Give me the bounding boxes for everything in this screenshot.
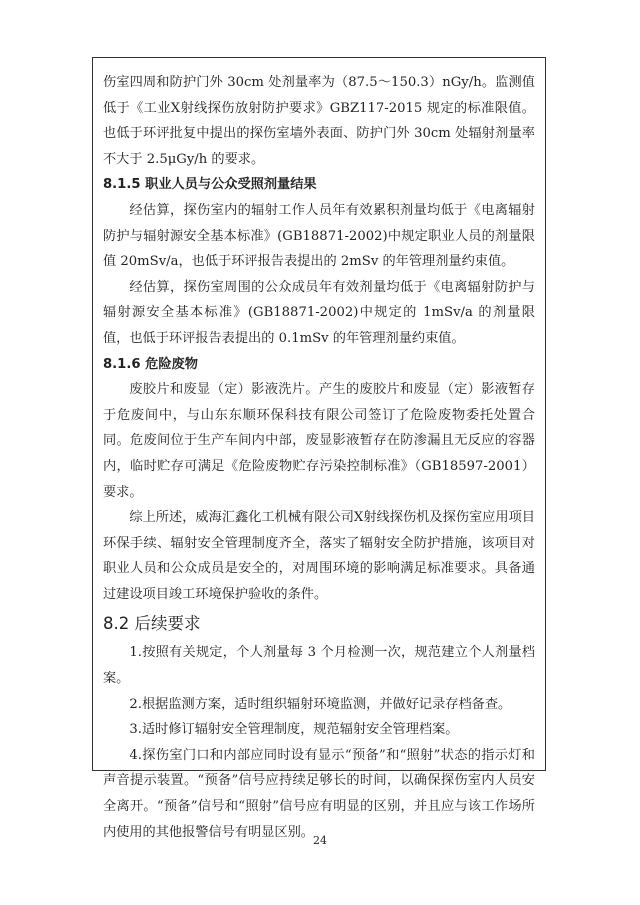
requirement-item-4: 4.探伤室门口和内部应同时设有显示“预备”和“照射”状态的指示灯和声音提示装置。“预备”信号应持续足够长的时间，以确保探伤室内人员安全离开。“预备”信号和“照射”信号应有明显的区别，并且应与该工作场所内使用的其他报警信号有明显区别。 bbox=[103, 747, 535, 840]
public-dose-paragraph: 经估算，探伤室周围的公众成员年有效剂量均低于《电离辐射防护与辐射源安全基本标准》(GB18871-2002)中规定的 1mSv/a 的剂量限值，也低于环评报告表提出的 0.1mSv 的年管理剂量约束值。 bbox=[103, 279, 535, 346]
page-number: 24 bbox=[313, 834, 327, 847]
section-8-1-5-heading: 8.1.5 职业人员与公众受照剂量结果 bbox=[103, 177, 317, 193]
section-8-2-heading: 8.2 后续要求 bbox=[103, 614, 201, 634]
intro-paragraph: 伤室四周和防护门外 30cm 处剂量率为（87.5～150.3）nGy/h。监测值低于《工业X射线探伤放射防护要求》GBZ117-2015 规定的标准限值。也低于环评批复中提出的探伤室墙外表面、防护门外 30cm 处辐射剂量率不大于 2.5μGy/h 的要求。 bbox=[103, 75, 535, 167]
requirement-item-1: 1.按照有关规定，个人剂量每 3 个月检测一次，规范建立个人剂量档案。 bbox=[103, 645, 535, 687]
conclusion-paragraph: 综上所述，威海汇鑫化工机械有限公司X射线探伤机及探伤室应用项目环保手续、辐射安全管理制度齐全，落实了辐射安全防护措施，该项目对职业人员和公众成员是安全的，对周围环境的影响满足标准要求。具备通过建设项目竣工环境保护验收的条件。 bbox=[103, 510, 535, 602]
requirement-item-3: 3.适时修订辐射安全管理制度，规范辐射安全管理档案。 bbox=[129, 722, 459, 738]
hazardous-waste-paragraph: 废胶片和废显（定）影液洗片。产生的废胶片和废显（定）影液暂存于危废间中，与山东东顺环保科技有限公司签订了危险废物委托处置合同。危废间位于生产车间内中部，废显影液暂存在防渗漏且无反应的容器内，临时贮存可满足《危险废物贮存污染控制标准》（GB18597-2001）要求。 bbox=[103, 382, 535, 500]
occupational-dose-paragraph: 经估算，探伤室内的辐射工作人员年有效累积剂量均低于《电离辐射防护与辐射源安全基本标准》(GB18871-2002)中规定职业人员的剂量限值 20mSv/a，也低于环评报告表提出的 2mSv 的年管理剂量约束值。 bbox=[103, 202, 535, 270]
content-frame bbox=[92, 57, 546, 840]
section-8-1-6-heading: 8.1.6 危险废物 bbox=[103, 356, 198, 372]
requirement-item-2: 2.根据监测方案，适时组织辐射环境监测，并做好记录存档备查。 bbox=[129, 696, 512, 712]
